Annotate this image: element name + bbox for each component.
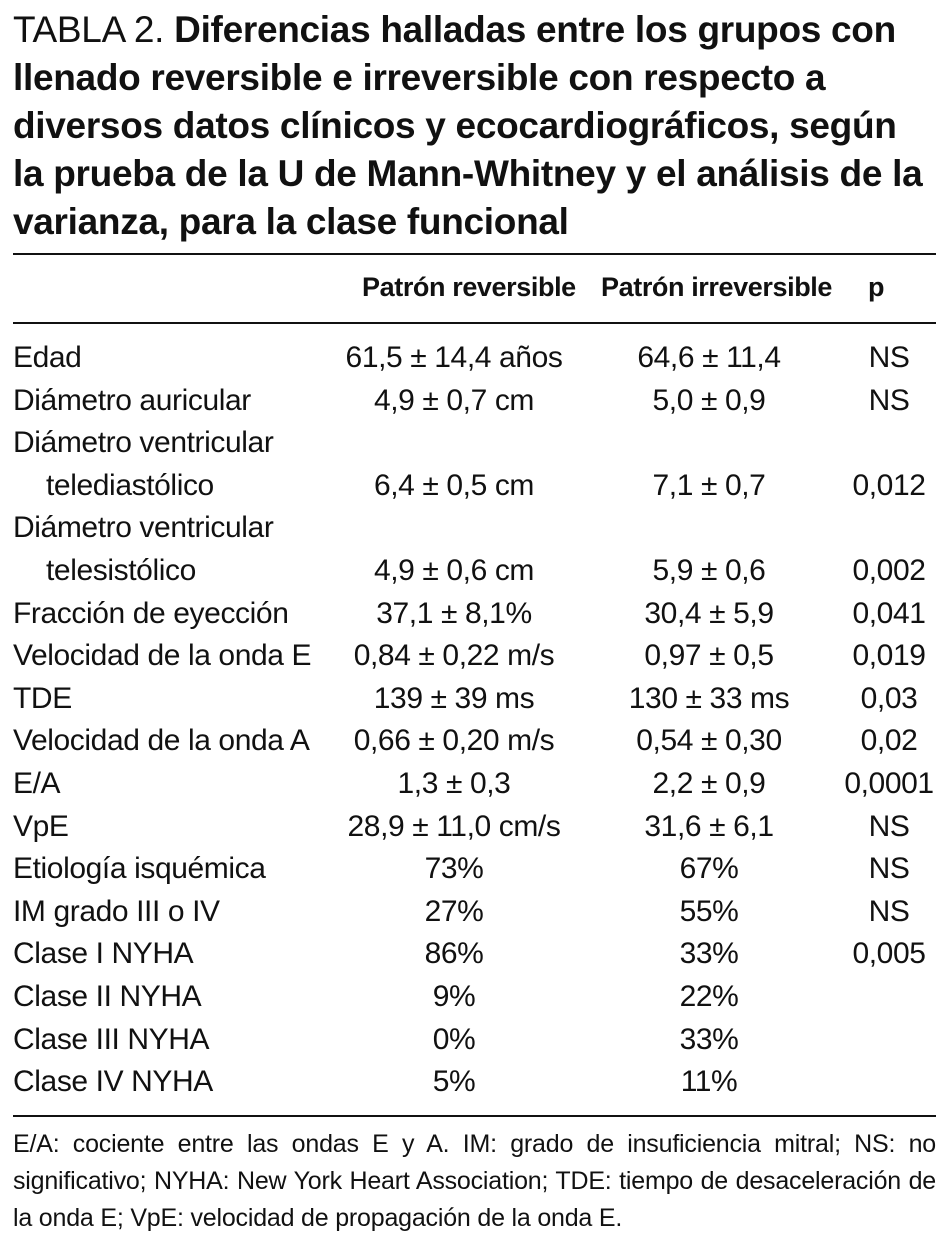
cell-p-value: 0,041 [852, 596, 926, 630]
cell-p-value: 0,012 [852, 468, 926, 502]
row-label: Etiología isquémica [13, 852, 266, 886]
cell-irreversible: 22% [679, 979, 739, 1013]
cell-reversible: 0,66 ± 0,20 m/s [353, 724, 555, 758]
cell-reversible: 139 ± 39 ms [373, 681, 535, 715]
header-reversible: Patrón reversible [362, 272, 576, 302]
row-label: Velocidad de la onda A [13, 724, 310, 758]
cell-irreversible: 67% [679, 852, 739, 886]
table-header [13, 272, 936, 312]
table-row [13, 337, 936, 380]
cell-p-value: NS [868, 341, 910, 374]
row-label: Diámetro auricular [13, 383, 251, 417]
cell-irreversible: 33% [679, 1022, 739, 1056]
table-row [13, 507, 936, 550]
row-label: Fracción de eyección [13, 596, 289, 630]
header-rule [13, 322, 936, 324]
table-title [13, 6, 936, 246]
bottom-rule [13, 1115, 936, 1117]
row-label: Edad [13, 341, 82, 374]
cell-reversible: 27% [424, 894, 484, 928]
cell-p-value: 0,0001 [844, 766, 934, 800]
row-label: Clase III NYHA [13, 1022, 210, 1056]
row-label: telediastólico [46, 468, 214, 502]
table-row [13, 465, 936, 508]
row-label: E/A [13, 766, 61, 800]
table-row [13, 422, 936, 465]
row-label: telesistólico [46, 553, 196, 587]
cell-reversible: 6,4 ± 0,5 cm [373, 468, 535, 502]
table-row [13, 380, 936, 423]
row-label: Diámetro ventricular [13, 511, 274, 545]
cell-irreversible: 11% [680, 1065, 738, 1099]
cell-irreversible: 0,54 ± 0,30 [636, 724, 782, 758]
table-caption: Diferencias halladas entre los grupos con llenado reversible e irreversible con respecto a diversos datos clínicos y ecocardiográficos, según la prueba de la U de Mann-Whitney y el análisis de la varianza, para la clase funcional [13, 9, 923, 242]
row-label: VpE [13, 809, 69, 843]
row-label: Diámetro ventricular [13, 426, 274, 460]
cell-reversible: 4,9 ± 0,6 cm [373, 553, 535, 587]
cell-irreversible: 5,0 ± 0,9 [652, 383, 766, 417]
table-row [13, 848, 936, 891]
cell-p-value: 0,005 [852, 937, 926, 971]
cell-p-value: 0,019 [852, 639, 926, 673]
cell-reversible: 0% [432, 1022, 476, 1056]
cell-irreversible: 5,9 ± 0,6 [652, 553, 766, 587]
cell-reversible: 61,5 ± 14,4 años [345, 341, 563, 374]
row-label: Clase IV NYHA [13, 1065, 213, 1099]
cell-p-value: 0,02 [860, 724, 918, 758]
table-row [13, 763, 936, 806]
cell-p-value: 0,002 [852, 553, 926, 587]
table-row [13, 720, 936, 763]
cell-reversible: 37,1 ± 8,1% [376, 596, 532, 630]
cell-reversible: 0,84 ± 0,22 m/s [353, 639, 555, 673]
row-label: Clase II NYHA [13, 979, 202, 1013]
cell-irreversible: 64,6 ± 11,4 [637, 341, 781, 374]
cell-irreversible: 30,4 ± 5,9 [644, 596, 774, 630]
table-row [13, 976, 936, 1019]
cell-irreversible: 55% [679, 894, 739, 928]
cell-p-value: NS [868, 894, 910, 928]
row-label: Velocidad de la onda E [13, 639, 312, 673]
cell-reversible: 73% [424, 852, 484, 886]
cell-p-value: NS [868, 809, 910, 843]
row-label: Clase I NYHA [13, 937, 194, 971]
table-label: TABLA 2. [13, 9, 165, 50]
cell-p-value: NS [868, 383, 910, 417]
table-row [13, 1019, 936, 1062]
cell-irreversible: 2,2 ± 0,9 [652, 766, 766, 800]
header-p: p [868, 272, 885, 302]
table-row [13, 593, 936, 636]
table-row [13, 1061, 936, 1104]
cell-reversible: 1,3 ± 0,3 [397, 766, 511, 800]
top-rule [13, 253, 936, 255]
cell-p-value: 0,03 [860, 681, 918, 715]
table-row [13, 891, 936, 934]
row-label: IM grado III o IV [13, 894, 220, 928]
cell-reversible: 9% [432, 979, 476, 1013]
cell-reversible: 4,9 ± 0,7 cm [373, 383, 535, 417]
table-footnote: E/A: cociente entre las ondas E y A. IM: grado de insuficiencia mitral; NS: no significativo; NYHA: New York Heart Association; TDE: tiempo de desaceleración de la onda E; VpE: velocidad de propagación de la onda E. [13, 1130, 936, 1232]
cell-reversible: 5% [432, 1065, 476, 1099]
cell-irreversible: 130 ± 33 ms [628, 681, 790, 715]
cell-irreversible: 31,6 ± 6,1 [644, 809, 774, 843]
cell-irreversible: 0,97 ± 0,5 [644, 639, 774, 673]
table-row [13, 933, 936, 976]
row-label: TDE [13, 681, 72, 715]
cell-irreversible: 7,1 ± 0,7 [652, 468, 766, 502]
table-row [13, 550, 936, 593]
table-body [13, 337, 936, 1104]
cell-reversible: 86% [424, 937, 484, 971]
table-row [13, 678, 936, 721]
cell-reversible: 28,9 ± 11,0 cm/s [347, 809, 561, 843]
cell-irreversible: 33% [679, 937, 739, 971]
header-irreversible: Patrón irreversible [601, 272, 833, 302]
cell-p-value: NS [868, 852, 910, 886]
table-row [13, 635, 936, 678]
table-row [13, 806, 936, 849]
